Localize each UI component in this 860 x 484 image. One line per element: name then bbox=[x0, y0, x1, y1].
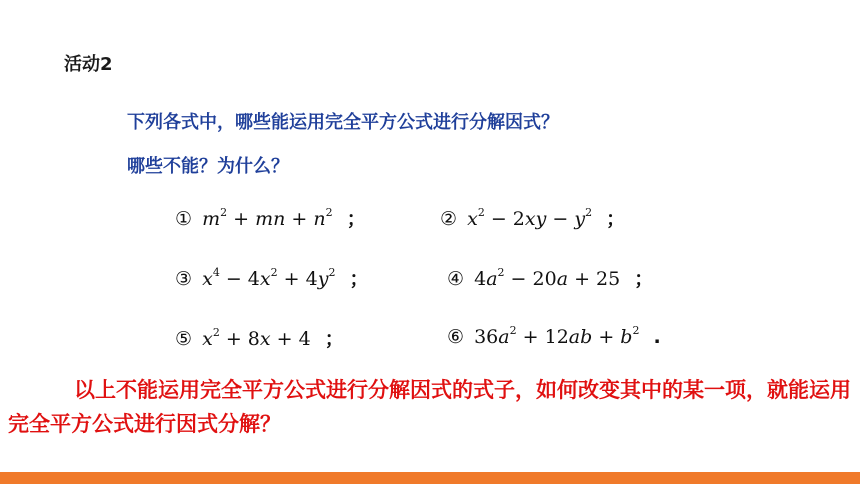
formula-punctuation: . bbox=[653, 326, 661, 348]
formula-expression: $m^2$ + mn + $n^2$ bbox=[202, 206, 333, 230]
formula-number: ① bbox=[175, 208, 193, 230]
formula-punctuation: ； bbox=[346, 208, 366, 230]
formula-expression: $x^2 - 2xy - y^2$ bbox=[467, 206, 593, 230]
formula-2 bbox=[440, 204, 625, 231]
footer-bar bbox=[0, 472, 860, 484]
question-line-1: 下列各式中，哪些能运用完全平方公式进行分解因式？ bbox=[127, 112, 559, 133]
activity-title: 活动2 bbox=[64, 54, 113, 75]
formula-expression: $4a^2 - 20a + 25$ bbox=[474, 266, 621, 290]
formula-number: ② bbox=[440, 208, 458, 230]
formula-number: ④ bbox=[447, 268, 465, 290]
formula-punctuation: ； bbox=[349, 268, 369, 290]
prompt-text: 以上不能运用完全平方公式进行分解因式的式子，如何改变其中的某一项，就能运用完全平方公式进行因式分解？ bbox=[8, 378, 851, 436]
formula-1 bbox=[175, 204, 366, 231]
formula-6 bbox=[447, 324, 661, 348]
formula-number: ③ bbox=[175, 268, 193, 290]
formula-punctuation: ； bbox=[606, 208, 626, 230]
formula-punctuation: ； bbox=[634, 268, 654, 290]
formula-expression: $x^4 - 4x^2 + 4y^2$ bbox=[202, 266, 336, 290]
question-line-2: 哪些不能？为什么？ bbox=[127, 156, 289, 177]
formula-expression: $36a^2 + 12ab + b^2$ bbox=[474, 324, 640, 348]
prompt-question bbox=[8, 373, 856, 441]
formula-3 bbox=[175, 264, 369, 291]
formula-expression: $x^2 + 8x + 4$ bbox=[202, 326, 311, 350]
formula-number: ⑤ bbox=[175, 328, 193, 350]
formula-number: ⑥ bbox=[447, 326, 465, 348]
formula-5 bbox=[175, 324, 344, 351]
formula-punctuation: ； bbox=[324, 328, 344, 350]
formula-4 bbox=[447, 264, 653, 291]
